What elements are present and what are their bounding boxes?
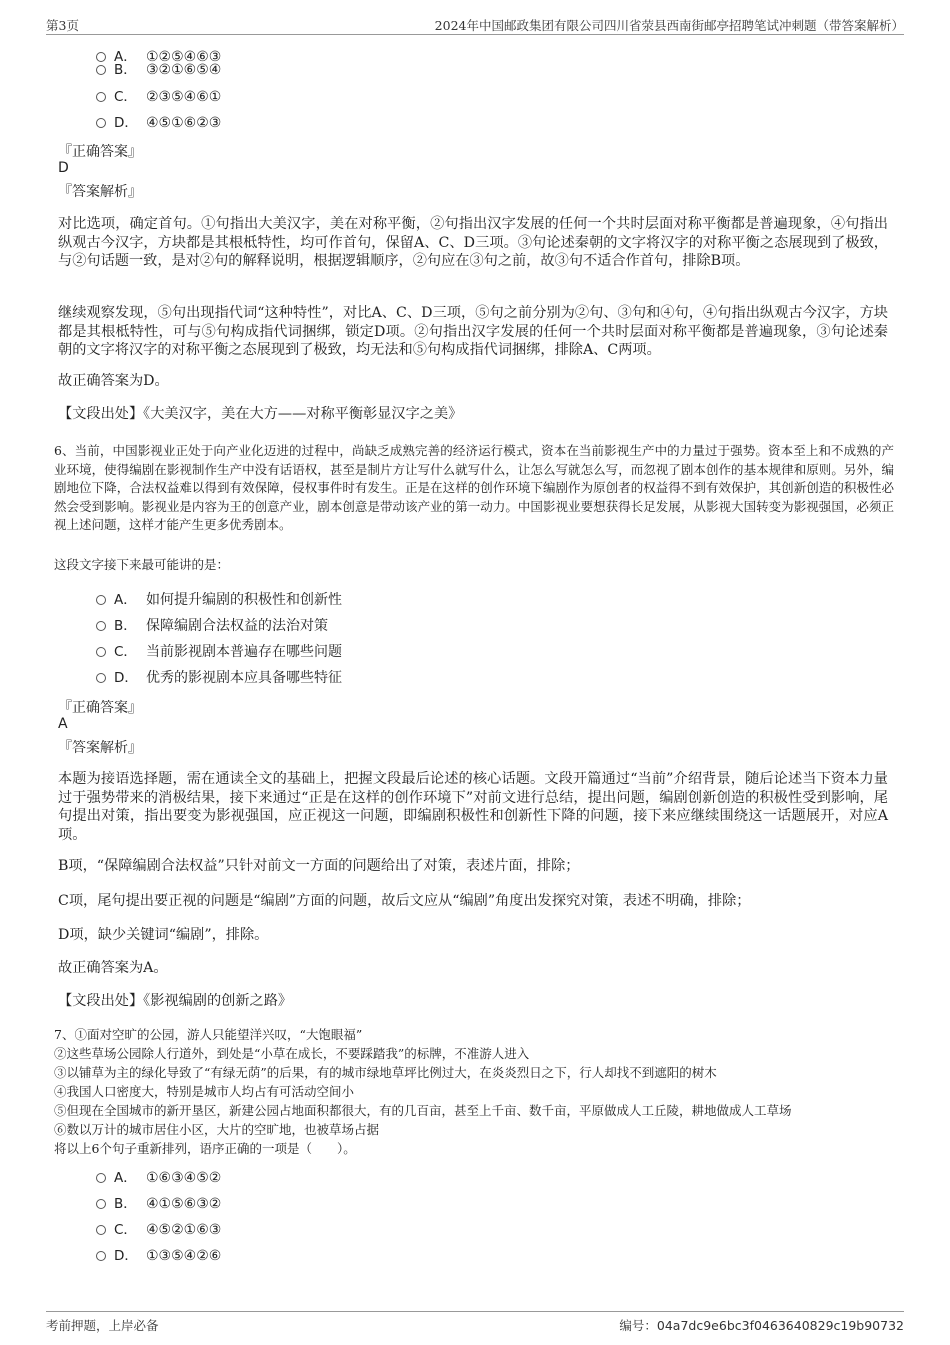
option-key: B． (114, 618, 137, 634)
q6-answer: A (58, 716, 68, 732)
option-key: A． (114, 1170, 137, 1186)
option-key: D． (114, 670, 138, 686)
q7-option-a[interactable] (96, 1169, 221, 1187)
page-header (46, 14, 904, 35)
q5-answer: D (58, 160, 69, 176)
q5-analysis-label: 『答案解析』 (58, 184, 142, 200)
document-title: 2024年中国邮政集团有限公司四川省荥县西南街邮亭招聘笔试冲刺题（带答案解析） (434, 18, 904, 33)
q6-stem: 6、当前，中国影视业正处于向产业化迈进的过程中，尚缺乏成熟完善的经济运行模式，资本在当前影视生产中的力量过于强势。资本至上和不成熟的产业环境，使得编剧在影视制作生产中没有话语权，甚至是制片方让写什么就写什么，让怎么写就怎么写，而忽视了剧本创作的基本规律和原则。另外，编剧地位下降，合法权益难以得到有效保障，侵权事件时有发生。正是在这样的创作环境下编剧作为原创者的权益得不到有效保护，其创新创造的积极性必然会受到影响。影视业是内容为王的创意产业，剧本创意是带动该产业的第一动力。中国影视业要想获得长足发展，从影视大国转变为影视强国，必须正视上述问题，这样才能产生更多优秀剧本。 (54, 443, 894, 533)
radio-icon[interactable] (96, 1225, 106, 1235)
q5-option-d[interactable] (96, 114, 221, 132)
q6-option-c[interactable] (96, 643, 342, 661)
q5-source: 【文段出处】《大美汉字，美在大方——对称平衡彰显汉字之美》 (58, 406, 463, 422)
q6-analysis-para-1: 本题为接语选择题，需在通读全文的基础上，把握文段最后论述的核心话题。文段开篇通过“当前”介绍背景，随后论述当下资本力量过于强势带来的消极结果，接下来通过“正是在这样的创作环境下”对前文进行总结，提出问题，编剧创新创造的积极性受到影响，尾句提出对策，指出要变为影视强国，应正视这一问题，即编剧积极性和创新性下降的问题，接下来应继续围绕这一话题展开，对应A项。 (58, 771, 888, 843)
q6-option-b[interactable] (96, 617, 328, 635)
radio-icon[interactable] (96, 1251, 106, 1261)
option-text: ①②⑤④⑥③ (146, 49, 222, 65)
q7-sentence-5: ⑤但现在全国城市的新开垦区，新建公园占地面积都很大，有的几百亩，甚至上千亩、数千亩，平原做成人工丘陵，耕地做成人工草场 (54, 1103, 792, 1118)
radio-icon[interactable] (96, 1199, 106, 1209)
radio-icon[interactable] (96, 92, 106, 102)
radio-icon[interactable] (96, 118, 106, 128)
option-key: C． (114, 644, 137, 660)
radio-icon[interactable] (96, 621, 106, 631)
option-key: B． (114, 1196, 137, 1212)
option-key: A． (114, 592, 137, 608)
q6-analysis-label: 『答案解析』 (58, 740, 142, 756)
document-id (619, 1316, 904, 1334)
option-text: ④⑤①⑥②③ (146, 115, 222, 131)
q5-correct-label: 『正确答案』 (58, 144, 142, 160)
radio-icon[interactable] (96, 65, 106, 75)
option-text: ④⑤②①⑥③ (146, 1222, 222, 1238)
radio-icon[interactable] (96, 647, 106, 657)
q5-analysis-para-2: 继续观察发现，⑤句出现指代词“这种特性”，对比A、C、D三项，⑤句之前分别为②句、③句和④句，④句指出纵观古今汉字，方块都是其根柢特性，可与⑤句构成指代词捆绑，锁定D项。②句指出汉字发展的任何一个共时层面对称平衡都是普遍现象，③句论述秦朝的文字将汉字的对称平衡之态展现到了极致，均无法和⑤句构成指代词捆绑，排除A、C两项。 (58, 305, 888, 358)
option-key: D． (114, 1248, 138, 1264)
option-text: ①③⑤④②⑥ (146, 1248, 222, 1264)
option-text: 如何提升编剧的积极性和创新性 (146, 592, 342, 608)
q6-correct-label: 『正确答案』 (58, 700, 142, 716)
q7-option-b[interactable] (96, 1195, 221, 1213)
radio-icon[interactable] (96, 595, 106, 605)
option-key: B． (114, 62, 137, 78)
q6-source: 【文段出处】《影视编剧的创新之路》 (58, 993, 293, 1009)
option-text: 优秀的影视剧本应具备哪些特征 (146, 670, 342, 686)
footer-slogan: 考前押题，上岸必备 (46, 1318, 159, 1333)
q6-conclusion: 故正确答案为A。 (58, 960, 168, 976)
q7-sentence-3: ③以铺草为主的绿化导致了“有绿无荫”的后果，有的城市绿地草坪比例过大，在炎炎烈日之下，行人却找不到遮阳的树木 (54, 1065, 717, 1080)
q6-question: 这段文字接下来最可能讲的是： (54, 557, 230, 572)
radio-icon[interactable] (96, 673, 106, 683)
option-text: ②③⑤④⑥① (146, 89, 222, 105)
document-id-value: 04a7dc9e6bc3f0463640829c19b90732 (656, 1318, 904, 1333)
q6-analysis-c: C项，尾句提出要正视的问题是“编剧”方面的问题，故后文应从“编剧”角度出发探究对策，表述不明确，排除； (58, 893, 751, 909)
q5-analysis-para-1: 对比选项，确定首句。①句指出大美汉字，美在对称平衡，②句指出汉字发展的任何一个共时层面对称平衡都是普遍现象，④句指出纵观古今汉字，方块都是其根柢特性，均可作首句，保留A、C、D三项。③句论述秦朝的文字将汉字的对称平衡之态展现到了极致，与②句话题一致，是对②句的解释说明，根据逻辑顺序，②句应在③句之前，故③句不适合作首句，排除B项。 (58, 216, 888, 269)
q7-sentence-1: 7、①面对空旷的公园，游人只能望洋兴叹，“大饱眼福” (54, 1027, 363, 1042)
q6-analysis-d: D项，缺少关键词“编剧”，排除。 (58, 927, 269, 943)
option-key: D． (114, 115, 138, 131)
document-id-label: 编号： (619, 1318, 657, 1333)
option-text: ④①⑤⑥③② (146, 1196, 222, 1212)
option-text: 保障编剧合法权益的法治对策 (146, 618, 328, 634)
q5-option-c[interactable] (96, 88, 221, 106)
q5-conclusion: 故正确答案为D。 (58, 373, 169, 389)
q6-analysis-b: B项，“保障编剧合法权益”只针对前文一方面的问题给出了对策，表述片面，排除； (58, 858, 580, 874)
option-text: ①⑥③④⑤② (146, 1170, 222, 1186)
option-text: ③②①⑥⑤④ (146, 62, 222, 78)
page-footer (46, 1311, 904, 1332)
radio-icon[interactable] (96, 1173, 106, 1183)
page-number: 第3页 (46, 18, 79, 33)
q6-option-a[interactable] (96, 591, 342, 609)
option-key: C． (114, 1222, 137, 1238)
option-key: C． (114, 89, 137, 105)
q5-option-b[interactable] (96, 61, 221, 79)
q7-sentence-6: ⑥数以万计的城市居住小区，大片的空旷地，也被草场占据 (54, 1122, 380, 1137)
q7-sentence-2: ②这些草场公园除人行道外，到处是“小草在成长，不要踩踏我”的标牌，不准游人进入 (54, 1046, 530, 1061)
q7-option-d[interactable] (96, 1247, 221, 1265)
q7-question: 将以上6个句子重新排列，语序正确的一项是（ ）。 (54, 1141, 356, 1156)
q6-option-d[interactable] (96, 669, 342, 687)
q7-option-c[interactable] (96, 1221, 221, 1239)
option-key: A． (114, 49, 137, 65)
option-text: 当前影视剧本普遍存在哪些问题 (146, 644, 342, 660)
q7-sentence-4: ④我国人口密度大，特别是城市人均占有可活动空间小 (54, 1084, 355, 1099)
